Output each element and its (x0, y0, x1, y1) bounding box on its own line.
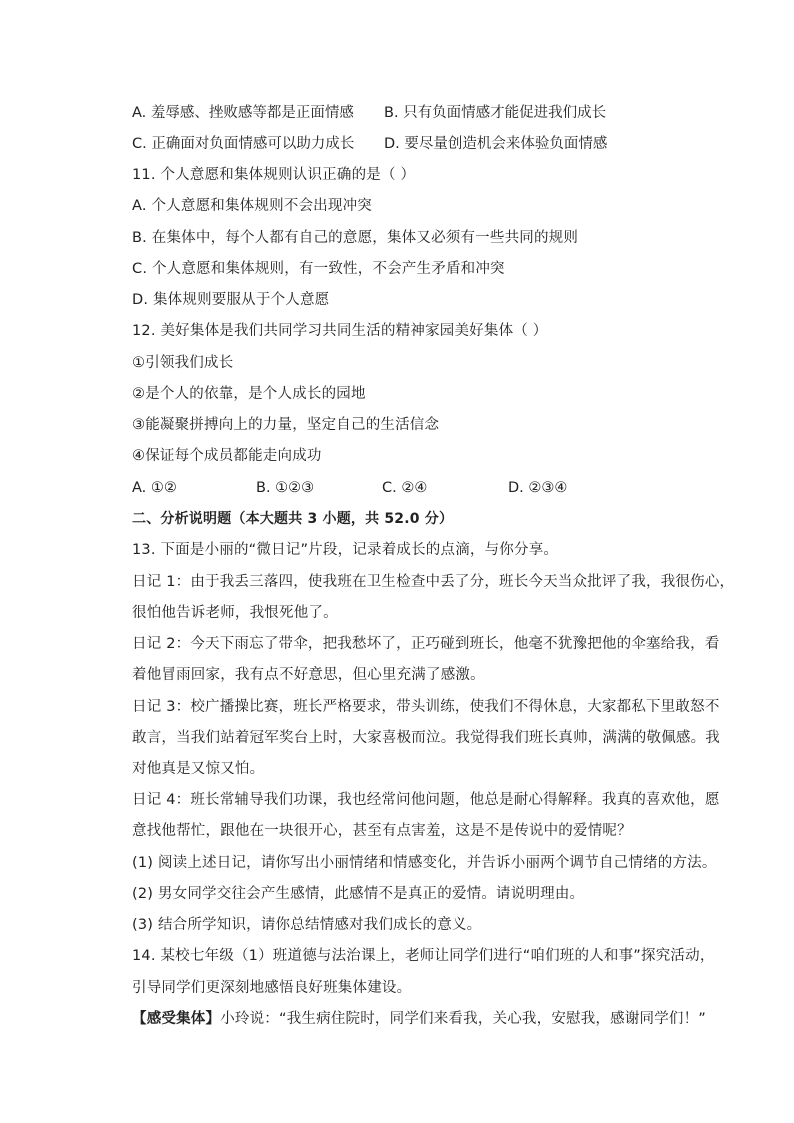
q12-item-2: ②是个人的依靠，是个人成长的园地 (132, 386, 366, 402)
q11-option-c: C. 个人意愿和集体规则，有一致性，不会产生矛盾和冲突 (132, 261, 505, 277)
q10-option-d: D. 要尽量创造机会来体验负面情感 (384, 136, 608, 152)
q11-option-a: A. 个人意愿和集体规则不会出现冲突 (132, 198, 372, 214)
q13-subquestion-2: (2) 男女同学交往会产生感情，此感情不是真正的爱情。请说明理由。 (132, 886, 585, 902)
q14-stem-line1: 14. 某校七年级（1）班道德与法治课上，老师让同学们进行“咱们班的人和事”探究活动， (132, 948, 715, 964)
q12-option-a: A. ①② (132, 480, 177, 496)
q12-option-d: D. ②③④ (508, 480, 568, 496)
q13-diary3-line1: 日记 3：校广播操比赛，班长严格要求，带头训练，使我们不得休息，大家都私下里敢怒不 (132, 699, 720, 715)
q13-diary3-line3: 对他真是又惊又怕。 (132, 761, 265, 777)
q13-stem: 13. 下面是小丽的“微日记”片段，记录着成长的点滴，与你分享。 (132, 542, 559, 558)
q14-stem-line2: 引导同学们更深刻地感悟良好班集体建设。 (132, 980, 412, 996)
q12-option-b: B. ①②③ (256, 480, 315, 496)
q14-feel-collective (132, 1009, 706, 1029)
q13-subquestion-1: (1) 阅读上述日记，请你写出小丽情绪和情感变化，并告诉小丽两个调节自己情绪的方法。 (132, 855, 717, 871)
q11-option-d: D. 集体规则要服从于个人意愿 (132, 292, 330, 308)
q12-item-1: ①引领我们成长 (132, 355, 234, 371)
q12-item-3: ③能凝聚拼搏向上的力量，坚定自己的生活信念 (132, 417, 440, 433)
q14-quote: 小玲说：“我生病住院时，同学们来看我，关心我，安慰我，感谢同学们！” (220, 1011, 707, 1027)
q13-diary1-line2: 很怕他告诉老师，我恨死他了。 (132, 605, 338, 621)
q13-diary3-line2: 敢言，当我们站着冠军奖台上时，大家喜极而泣。我觉得我们班长真帅，满满的敬佩感。我 (132, 730, 720, 746)
q10-option-b: B. 只有负面情感才能促进我们成长 (384, 105, 607, 121)
q10-option-c: C. 正确面对负面情感可以助力成长 (132, 136, 355, 152)
q12-stem: 12. 美好集体是我们共同学习共同生活的精神家园美好集体（ ） (132, 323, 548, 339)
q13-diary4-line2: 意找他帮忙，跟他在一块很开心，甚至有点害羞，这是不是传说中的爱情呢？ (132, 823, 632, 839)
q13-subquestion-3: (3) 结合所学知识，请你总结情感对我们成长的意义。 (132, 917, 482, 933)
q12-option-c: C. ②④ (382, 480, 428, 496)
q12-item-4: ④保证每个成员都能走向成功 (132, 448, 322, 464)
q13-diary4-line1: 日记 4：班长常辅导我们功课，我也经常问他问题，他总是耐心得解释。我真的喜欢他，愿 (132, 792, 720, 808)
section-heading: 二、分析说明题（本大题共 3 小题，共 52.0 分） (132, 511, 454, 527)
q10-option-a: A. 羞辱感、挫败感等都是正面情感 (132, 105, 354, 121)
q13-diary2-line1: 日记 2：今天下雨忘了带伞，把我愁坏了，正巧碰到班长，他毫不犹豫把他的伞塞给我，看 (132, 636, 720, 652)
q11-stem: 11. 个人意愿和集体规则认识正确的是（ ） (132, 167, 416, 183)
q13-diary1-line1: 日记 1：由于我丢三落四，使我班在卫生检查中丢了分，班长今天当众批评了我，我很伤心， (132, 574, 735, 590)
q14-section-label: 【感受集体】 (132, 1011, 221, 1027)
q11-option-b: B. 在集体中，每个人都有自己的意愿，集体又必须有一些共同的规则 (132, 230, 579, 246)
q13-diary2-line2: 着他冒雨回家，我有点不好意思，但心里充满了感激。 (132, 667, 485, 683)
